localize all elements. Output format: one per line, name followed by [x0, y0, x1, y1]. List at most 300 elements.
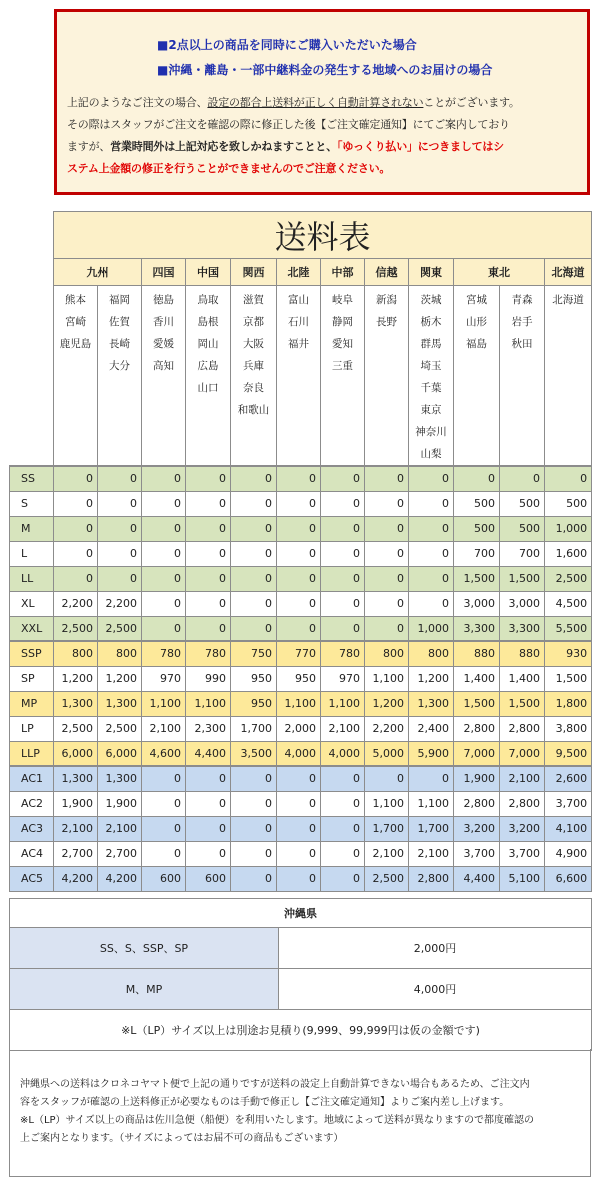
size-label: AC4	[10, 841, 54, 866]
okinawa-footer-note	[9, 1049, 591, 1177]
fee-cell: 2,200	[365, 716, 409, 741]
prefecture-name: 大阪	[243, 338, 264, 350]
fee-cell: 0	[231, 516, 277, 541]
fee-cell: 800	[409, 641, 454, 666]
size-label: MP	[10, 691, 54, 716]
size-label: SP	[10, 666, 54, 691]
size-label: LLP	[10, 741, 54, 766]
fee-cell: 500	[500, 491, 545, 516]
notice-line-2: その際はスタッフがご注文を確認の際に修正した後【ご注文確定通知】にてご案内しており	[67, 118, 510, 131]
fee-cell: 0	[277, 616, 321, 641]
fee-cell: 0	[142, 841, 186, 866]
prefecture-list	[500, 286, 545, 467]
fee-cell: 2,100	[54, 816, 98, 841]
fee-cell: 0	[321, 841, 365, 866]
fee-cell: 6,600	[545, 866, 592, 891]
fee-cell: 4,100	[545, 816, 592, 841]
fee-cell: 2,000	[277, 716, 321, 741]
prefecture-name: 東京	[420, 404, 442, 416]
notice-line-4: ステム上金額の修正を行うことができませんのでご注意ください。	[67, 162, 391, 175]
fee-cell: 0	[365, 541, 409, 566]
notice-bullet-remote-areas: ■沖縄・離島・一部中継料金の発生する地域へのお届けの場合	[157, 63, 493, 77]
prefecture-name: 和歌山	[237, 404, 270, 416]
fee-cell: 4,000	[277, 741, 321, 766]
fee-cell: 0	[500, 466, 545, 491]
fee-cell: 1,100	[321, 691, 365, 716]
fee-cell: 5,100	[500, 866, 545, 891]
fee-cell: 0	[365, 616, 409, 641]
notice-warning-red: 「ゆっくり払い」につきましてはシ	[337, 140, 504, 153]
prefecture-list	[98, 286, 142, 467]
okinawa-size-label: M、MP	[10, 969, 279, 1010]
fee-cell: 1,200	[54, 666, 98, 691]
region-header: 関東	[409, 259, 454, 286]
fee-row	[10, 741, 592, 766]
fee-cell: 0	[54, 566, 98, 591]
fee-row	[10, 791, 592, 816]
fee-row	[10, 541, 592, 566]
prefecture-name: 青森	[511, 294, 533, 306]
size-label: AC3	[10, 816, 54, 841]
fee-row	[10, 766, 592, 791]
fee-cell: 1,200	[98, 666, 142, 691]
fee-row	[10, 691, 592, 716]
prefecture-name: 長野	[376, 316, 397, 328]
fee-cell: 2,100	[98, 816, 142, 841]
prefecture-name: 岩手	[511, 316, 533, 328]
fee-cell: 3,700	[500, 841, 545, 866]
okinawa-fee-value: 2,000円	[279, 928, 592, 969]
fee-cell: 0	[409, 541, 454, 566]
prefecture-name: 静岡	[332, 316, 353, 328]
fee-cell: 880	[500, 641, 545, 666]
prefecture-name: 埼玉	[420, 360, 442, 372]
shipping-fee-table	[9, 211, 592, 892]
fee-cell: 930	[545, 641, 592, 666]
fee-row	[10, 641, 592, 666]
fee-cell: 0	[277, 791, 321, 816]
footer-note-line: 容をスタッフが確認の上送料修正が必要なものは手動で修正し【ご注文確定通知】よりご案内差し上げます。	[20, 1097, 510, 1108]
fee-cell: 0	[277, 516, 321, 541]
fee-cell: 4,900	[545, 841, 592, 866]
fee-cell: 0	[321, 541, 365, 566]
fee-cell: 0	[231, 466, 277, 491]
fee-cell: 1,200	[409, 666, 454, 691]
fee-cell: 0	[186, 791, 231, 816]
fee-cell: 0	[365, 566, 409, 591]
fee-cell: 4,200	[98, 866, 142, 891]
fee-cell: 1,300	[409, 691, 454, 716]
region-header: 中国	[186, 259, 231, 286]
fee-cell: 1,100	[277, 691, 321, 716]
fee-cell: 5,500	[545, 616, 592, 641]
fee-cell: 1,900	[54, 791, 98, 816]
fee-cell: 600	[186, 866, 231, 891]
fee-cell: 2,700	[54, 841, 98, 866]
fee-cell: 0	[186, 616, 231, 641]
prefecture-name: 千葉	[420, 382, 442, 394]
prefecture-name: 奈良	[243, 382, 264, 394]
shipping-notice-box	[54, 9, 590, 195]
fee-cell: 950	[231, 691, 277, 716]
fee-cell: 0	[277, 866, 321, 891]
fee-cell: 0	[98, 491, 142, 516]
size-label: SSP	[10, 641, 54, 666]
fee-cell: 0	[409, 766, 454, 791]
fee-cell: 800	[98, 641, 142, 666]
fee-cell: 2,100	[365, 841, 409, 866]
fee-cell: 1,800	[545, 691, 592, 716]
prefecture-name: 宮崎	[65, 316, 86, 328]
prefecture-name: 神奈川	[415, 426, 447, 438]
fee-cell: 0	[321, 766, 365, 791]
prefecture-name: 熊本	[65, 294, 86, 306]
fee-cell: 2,400	[409, 716, 454, 741]
fee-cell: 0	[409, 566, 454, 591]
footer-note-line: 上ご案内となります。（サイズによってはお届不可の商品もございます）	[20, 1133, 344, 1144]
fee-cell: 0	[231, 791, 277, 816]
prefecture-list	[142, 286, 186, 467]
fee-row	[10, 516, 592, 541]
fee-cell: 1,300	[98, 766, 142, 791]
prefecture-name: 福島	[466, 338, 487, 350]
fee-cell: 0	[142, 566, 186, 591]
prefecture-name: 富山	[288, 294, 309, 306]
prefecture-name: 長崎	[109, 338, 130, 350]
notice-bullet-multiple-items: ■2点以上の商品を同時にご購入いただいた場合	[157, 38, 417, 52]
fee-cell: 0	[277, 466, 321, 491]
fee-cell: 4,600	[142, 741, 186, 766]
fee-cell: 1,600	[545, 541, 592, 566]
okinawa-note: ※L（LP）サイズ以上は別途お見積り(9,999、99,999円は仮の金額です)	[10, 1010, 592, 1051]
fee-cell: 0	[186, 591, 231, 616]
fee-row	[10, 616, 592, 641]
fee-cell: 1,100	[365, 666, 409, 691]
fee-cell: 2,200	[98, 591, 142, 616]
prefecture-name: 山口	[197, 382, 219, 394]
fee-cell: 4,500	[545, 591, 592, 616]
fee-cell: 2,500	[365, 866, 409, 891]
size-label: S	[10, 491, 54, 516]
fee-cell: 700	[500, 541, 545, 566]
fee-cell: 3,700	[454, 841, 500, 866]
prefecture-name: 佐賀	[109, 316, 130, 328]
fee-cell: 1,100	[409, 791, 454, 816]
prefecture-list	[365, 286, 409, 467]
fee-cell: 0	[98, 566, 142, 591]
notice-line-3: ますが、営業時間外は上記対応を致しかねますことと、「ゆっくり払い」につきましてはシ	[67, 140, 504, 153]
size-label: L	[10, 541, 54, 566]
fee-cell: 0	[231, 841, 277, 866]
size-label: SS	[10, 466, 54, 491]
fee-cell: 800	[54, 641, 98, 666]
prefecture-name: 鹿児島	[59, 338, 92, 350]
prefecture-name: 栃木	[420, 316, 442, 328]
fee-cell: 0	[409, 491, 454, 516]
fee-cell: 990	[186, 666, 231, 691]
fee-cell: 6,000	[54, 741, 98, 766]
region-header: 中部	[321, 259, 365, 286]
fee-cell: 0	[545, 466, 592, 491]
size-label: XXL	[10, 616, 54, 641]
fee-cell: 0	[231, 491, 277, 516]
fee-cell: 700	[454, 541, 500, 566]
fee-cell: 0	[231, 541, 277, 566]
fee-cell: 7,000	[454, 741, 500, 766]
fee-cell: 0	[186, 841, 231, 866]
region-header: 東北	[454, 259, 545, 286]
fee-cell: 2,200	[54, 591, 98, 616]
fee-cell: 780	[142, 641, 186, 666]
fee-cell: 0	[321, 591, 365, 616]
fee-cell: 780	[321, 641, 365, 666]
fee-cell: 3,000	[500, 591, 545, 616]
fee-cell: 3,300	[500, 616, 545, 641]
fee-cell: 2,300	[186, 716, 231, 741]
prefecture-name: 滋賀	[243, 294, 264, 306]
prefecture-name: 三重	[332, 360, 353, 372]
fee-cell: 0	[321, 816, 365, 841]
fee-cell: 1,500	[500, 691, 545, 716]
fee-cell: 0	[54, 491, 98, 516]
fee-cell: 0	[365, 466, 409, 491]
prefecture-name: 大分	[109, 360, 130, 372]
fee-cell: 4,000	[321, 741, 365, 766]
fee-cell: 0	[186, 466, 231, 491]
prefecture-list	[454, 286, 500, 467]
region-header: 関西	[231, 259, 277, 286]
size-label: LP	[10, 716, 54, 741]
fee-cell: 0	[142, 791, 186, 816]
fee-cell: 0	[321, 866, 365, 891]
fee-row	[10, 491, 592, 516]
fee-cell: 0	[142, 491, 186, 516]
fee-cell: 3,500	[231, 741, 277, 766]
fee-cell: 1,900	[98, 791, 142, 816]
fee-cell: 2,500	[98, 716, 142, 741]
fee-cell: 1,400	[454, 666, 500, 691]
prefecture-name: 石川	[288, 316, 309, 328]
fee-cell: 0	[277, 766, 321, 791]
prefecture-name: 愛知	[332, 338, 353, 350]
fee-cell: 2,500	[54, 616, 98, 641]
fee-cell: 2,100	[500, 766, 545, 791]
fee-cell: 2,600	[545, 766, 592, 791]
fee-cell: 0	[277, 566, 321, 591]
fee-cell: 0	[54, 516, 98, 541]
fee-cell: 0	[321, 516, 365, 541]
prefecture-name: 山形	[466, 316, 487, 328]
fee-cell: 0	[54, 541, 98, 566]
okinawa-heading: 沖縄県	[10, 899, 592, 928]
prefecture-list	[186, 286, 231, 467]
fee-cell: 1,700	[409, 816, 454, 841]
fee-cell: 0	[231, 866, 277, 891]
prefecture-name: 宮城	[466, 294, 487, 306]
size-label: LL	[10, 566, 54, 591]
fee-cell: 0	[186, 566, 231, 591]
fee-cell: 970	[142, 666, 186, 691]
prefecture-name: 香川	[153, 316, 174, 328]
fee-row	[10, 466, 592, 491]
region-header: 四国	[142, 259, 186, 286]
fee-cell: 0	[231, 816, 277, 841]
fee-cell: 0	[186, 816, 231, 841]
okinawa-fee-table	[9, 898, 592, 1051]
okinawa-fee-value: 4,000円	[279, 969, 592, 1010]
prefecture-name: 鳥取	[197, 294, 219, 306]
fee-cell: 0	[186, 491, 231, 516]
fee-cell: 5,900	[409, 741, 454, 766]
fee-cell: 2,700	[98, 841, 142, 866]
fee-cell: 800	[365, 641, 409, 666]
region-header: 北海道	[545, 259, 592, 286]
fee-cell: 3,700	[545, 791, 592, 816]
fee-cell: 1,700	[365, 816, 409, 841]
fee-cell: 2,800	[500, 791, 545, 816]
fee-cell: 0	[409, 591, 454, 616]
prefecture-list	[545, 286, 592, 467]
footer-note-line: ※L（LP）サイズ以上の商品は佐川急便（船便）を利用いたします。地域によって送料が異なりますので都度確認の	[20, 1115, 534, 1126]
fee-cell: 500	[500, 516, 545, 541]
fee-cell: 0	[409, 466, 454, 491]
prefecture-list	[231, 286, 277, 467]
fee-cell: 0	[142, 766, 186, 791]
prefecture-name: 山梨	[420, 448, 442, 460]
fee-cell: 3,800	[545, 716, 592, 741]
notice-line-1: 上記のようなご注文の場合、設定の都合上送料が正しく自動計算されないことがございます。	[67, 96, 520, 109]
fee-cell: 0	[186, 516, 231, 541]
fee-cell: 0	[231, 591, 277, 616]
region-header: 北陸	[277, 259, 321, 286]
fee-row	[10, 666, 592, 691]
fee-cell: 0	[277, 491, 321, 516]
fee-cell: 2,500	[54, 716, 98, 741]
fee-cell: 0	[277, 816, 321, 841]
fee-cell: 0	[142, 541, 186, 566]
fee-cell: 0	[365, 516, 409, 541]
fee-cell: 500	[454, 516, 500, 541]
size-label: AC2	[10, 791, 54, 816]
size-label: AC1	[10, 766, 54, 791]
fee-cell: 1,700	[231, 716, 277, 741]
fee-cell: 1,500	[454, 566, 500, 591]
fee-cell: 0	[231, 566, 277, 591]
fee-cell: 2,500	[545, 566, 592, 591]
fee-cell: 950	[277, 666, 321, 691]
prefecture-name: 群馬	[420, 338, 442, 350]
fee-cell: 0	[98, 516, 142, 541]
fee-cell: 1,300	[98, 691, 142, 716]
fee-cell: 0	[98, 466, 142, 491]
fee-cell: 2,100	[142, 716, 186, 741]
fee-cell: 0	[409, 516, 454, 541]
prefecture-name: 島根	[197, 316, 219, 328]
fee-cell: 0	[142, 466, 186, 491]
fee-cell: 970	[321, 666, 365, 691]
prefecture-name: 岐阜	[332, 294, 353, 306]
fee-cell: 0	[231, 616, 277, 641]
prefecture-list	[277, 286, 321, 467]
fee-cell: 1,100	[365, 791, 409, 816]
fee-cell: 1,900	[454, 766, 500, 791]
fee-cell: 2,800	[409, 866, 454, 891]
fee-cell: 950	[231, 666, 277, 691]
fee-cell: 0	[321, 616, 365, 641]
fee-row	[10, 716, 592, 741]
fee-cell: 1,100	[142, 691, 186, 716]
fee-cell: 0	[54, 466, 98, 491]
prefecture-name: 兵庫	[243, 360, 264, 372]
fee-cell: 1,300	[54, 766, 98, 791]
fee-cell: 770	[277, 641, 321, 666]
table-title: 送料表	[54, 212, 592, 259]
fee-cell: 2,800	[454, 716, 500, 741]
fee-cell: 0	[321, 566, 365, 591]
fee-cell: 1,200	[365, 691, 409, 716]
footer-note-line: 沖縄県への送料はクロネコヤマト便で上記の通りですが送料の設定上自動計算できない場合もあるため、ご注文内	[20, 1079, 530, 1090]
fee-row	[10, 841, 592, 866]
fee-cell: 0	[231, 766, 277, 791]
fee-cell: 6,000	[98, 741, 142, 766]
fee-cell: 880	[454, 641, 500, 666]
fee-cell: 1,400	[500, 666, 545, 691]
fee-cell: 0	[142, 516, 186, 541]
fee-cell: 9,500	[545, 741, 592, 766]
fee-cell: 1,500	[454, 691, 500, 716]
prefecture-list	[321, 286, 365, 467]
fee-cell: 0	[186, 766, 231, 791]
fee-cell: 4,400	[454, 866, 500, 891]
fee-cell: 0	[321, 791, 365, 816]
fee-cell: 1,500	[545, 666, 592, 691]
fee-cell: 1,000	[545, 516, 592, 541]
fee-cell: 5,000	[365, 741, 409, 766]
fee-cell: 7,000	[500, 741, 545, 766]
prefecture-list	[54, 286, 98, 467]
fee-cell: 0	[142, 591, 186, 616]
prefecture-name: 岡山	[197, 338, 219, 350]
fee-cell: 3,000	[454, 591, 500, 616]
fee-cell: 0	[454, 466, 500, 491]
fee-cell: 0	[277, 841, 321, 866]
fee-cell: 0	[321, 491, 365, 516]
size-label: XL	[10, 591, 54, 616]
fee-cell: 3,200	[454, 816, 500, 841]
okinawa-size-label: SS、S、SSP、SP	[10, 928, 279, 969]
fee-cell: 2,800	[454, 791, 500, 816]
prefecture-name: 福井	[288, 338, 309, 350]
size-label: AC5	[10, 866, 54, 891]
notice-body	[67, 92, 579, 180]
fee-cell: 4,200	[54, 866, 98, 891]
fee-cell: 0	[98, 541, 142, 566]
prefecture-name: 北海道	[552, 294, 584, 306]
fee-cell: 4,400	[186, 741, 231, 766]
fee-cell: 2,100	[409, 841, 454, 866]
region-header: 信越	[365, 259, 409, 286]
fee-cell: 1,000	[409, 616, 454, 641]
fee-cell: 0	[142, 816, 186, 841]
fee-cell: 0	[277, 591, 321, 616]
fee-row	[10, 566, 592, 591]
fee-cell: 2,100	[321, 716, 365, 741]
fee-cell: 3,300	[454, 616, 500, 641]
fee-cell: 0	[277, 541, 321, 566]
prefecture-name: 茨城	[420, 294, 442, 306]
fee-cell: 2,800	[500, 716, 545, 741]
prefecture-name: 高知	[153, 360, 174, 372]
